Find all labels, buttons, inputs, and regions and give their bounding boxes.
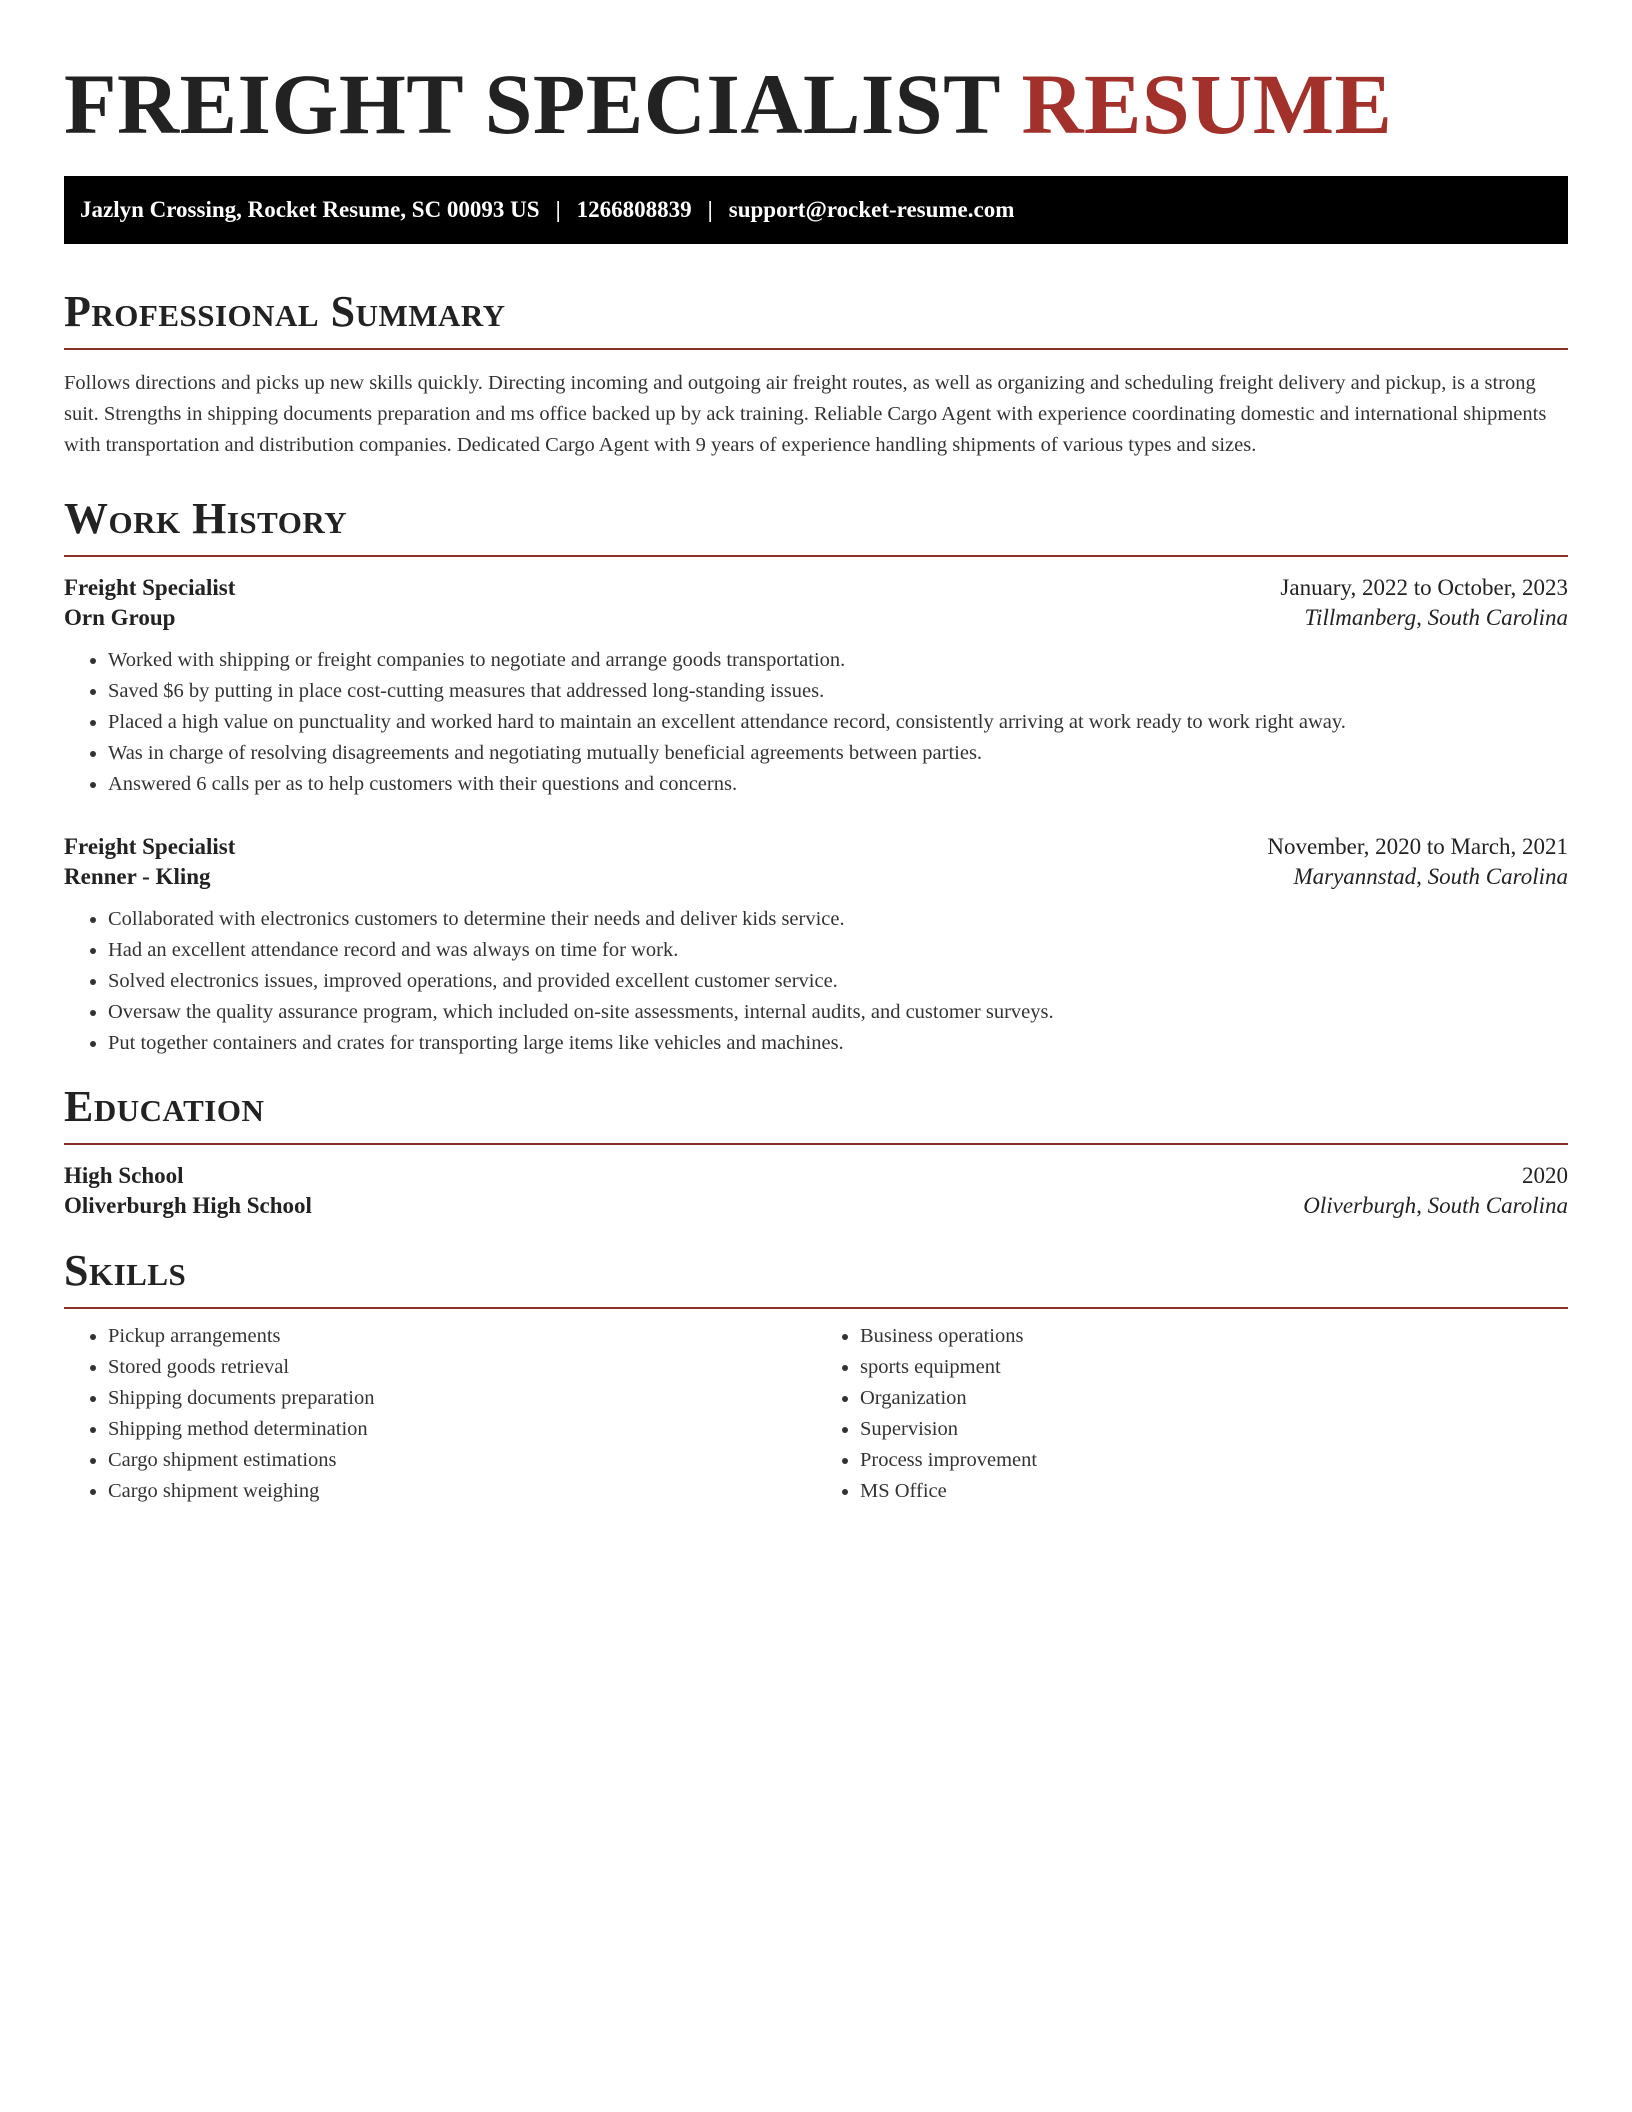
education-heading: Education [64,1082,265,1131]
list-item: • Was in charge of resolving disagreements and negotiating mutually beneficial agreements between parties. [108,738,1568,769]
job-duties-list [64,904,1568,1059]
skill-item: • Cargo shipment estimations [108,1445,816,1476]
list-item: • Had an excellent attendance record and was always on time for work. [108,935,1568,966]
resume-title [64,0,1568,150]
job-dates: January, 2022 to October, 2023 [1280,575,1568,600]
list-item: • Collaborated with electronics customers to determine their needs and deliver kids service. [108,904,1568,935]
work-history-section [64,494,1568,1059]
summary-heading: Professional Summary [64,287,506,336]
skill-item: • Supervision [860,1414,1568,1445]
skills-list-left [64,1321,816,1507]
job-entry [64,575,1568,800]
skills-columns [64,1321,1568,1507]
skill-item: • Shipping documents preparation [108,1383,816,1414]
skill-item: • Stored goods retrieval [108,1352,816,1383]
list-item: • Oversaw the quality assurance program, which included on-site assessments, internal audits, and customer surveys. [108,997,1568,1028]
skill-item: • Business operations [860,1321,1568,1352]
skill-item: • Cargo shipment weighing [108,1476,816,1507]
job-title: Freight Specialist [64,834,236,859]
skills-heading: Skills [64,1246,187,1295]
contact-bar [64,176,1568,244]
skills-list-right [816,1321,1568,1507]
job-company: Orn Group [64,605,176,630]
skill-item: • Pickup arrangements [108,1321,816,1352]
education-section [64,1082,1568,1219]
education-year: 2020 [1522,1163,1568,1188]
summary-text: Follows directions and picks up new skills quickly. Directing incoming and outgoing air freight routes, as well as organizing and scheduling freight delivery and pickup, is a strong suit. Strengths in shipping documents preparation and ms office backed up by ack training. Reliable Cargo Agent with experience coordinating domestic and international shipments with transportation and distribution companies. Dedicated Cargo Agent with 9 years of experience handling shipments of various types and sizes. [64,372,1547,456]
job-location: Maryannstad, South Carolina [1293,864,1568,889]
contact-separator: | [555,197,561,222]
summary-section [64,287,1568,461]
skill-item: • Shipping method determination [108,1414,816,1445]
job-entry [64,834,1568,1059]
contact-separator: | [707,197,713,222]
list-item: • Placed a high value on punctuality and worked hard to maintain an excellent attendance record, consistently arriving at work ready to work right away. [108,707,1568,738]
list-item: • Answered 6 calls per as to help customers with their questions and concerns. [108,769,1568,800]
section-divider [64,1143,1568,1145]
skills-section [64,1246,1568,1507]
section-divider [64,1307,1568,1309]
contact-phone: 1266808839 [576,197,692,222]
job-title: Freight Specialist [64,575,236,600]
job-company: Renner - Kling [64,864,211,889]
list-item: • Solved electronics issues, improved operations, and provided excellent customer service. [108,966,1568,997]
education-degree: High School [64,1163,184,1188]
job-duties-list [64,645,1568,800]
title-main: FREIGHT SPECIALIST [64,56,1000,152]
job-location: Tillmanberg, South Carolina [1304,605,1568,630]
list-item: • Worked with shipping or freight companies to negotiate and arrange goods transportation. [108,645,1568,676]
section-divider [64,348,1568,350]
education-school: Oliverburgh High School [64,1193,312,1218]
contact-email: support@rocket-resume.com [728,197,1015,222]
skill-item: • MS Office [860,1476,1568,1507]
title-accent: RESUME [1021,56,1393,152]
job-dates: November, 2020 to March, 2021 [1267,834,1568,859]
skill-item: • sports equipment [860,1352,1568,1383]
list-item: • Put together containers and crates for transporting large items like vehicles and machines. [108,1028,1568,1059]
work-history-heading: Work History [64,494,348,543]
skill-item: • Organization [860,1383,1568,1414]
section-divider [64,555,1568,557]
skill-item: • Process improvement [860,1445,1568,1476]
contact-address: Jazlyn Crossing, Rocket Resume, SC 00093 US [80,197,540,222]
education-location: Oliverburgh, South Carolina [1303,1193,1568,1218]
list-item: • Saved $6 by putting in place cost-cutting measures that addressed long-standing issues. [108,676,1568,707]
